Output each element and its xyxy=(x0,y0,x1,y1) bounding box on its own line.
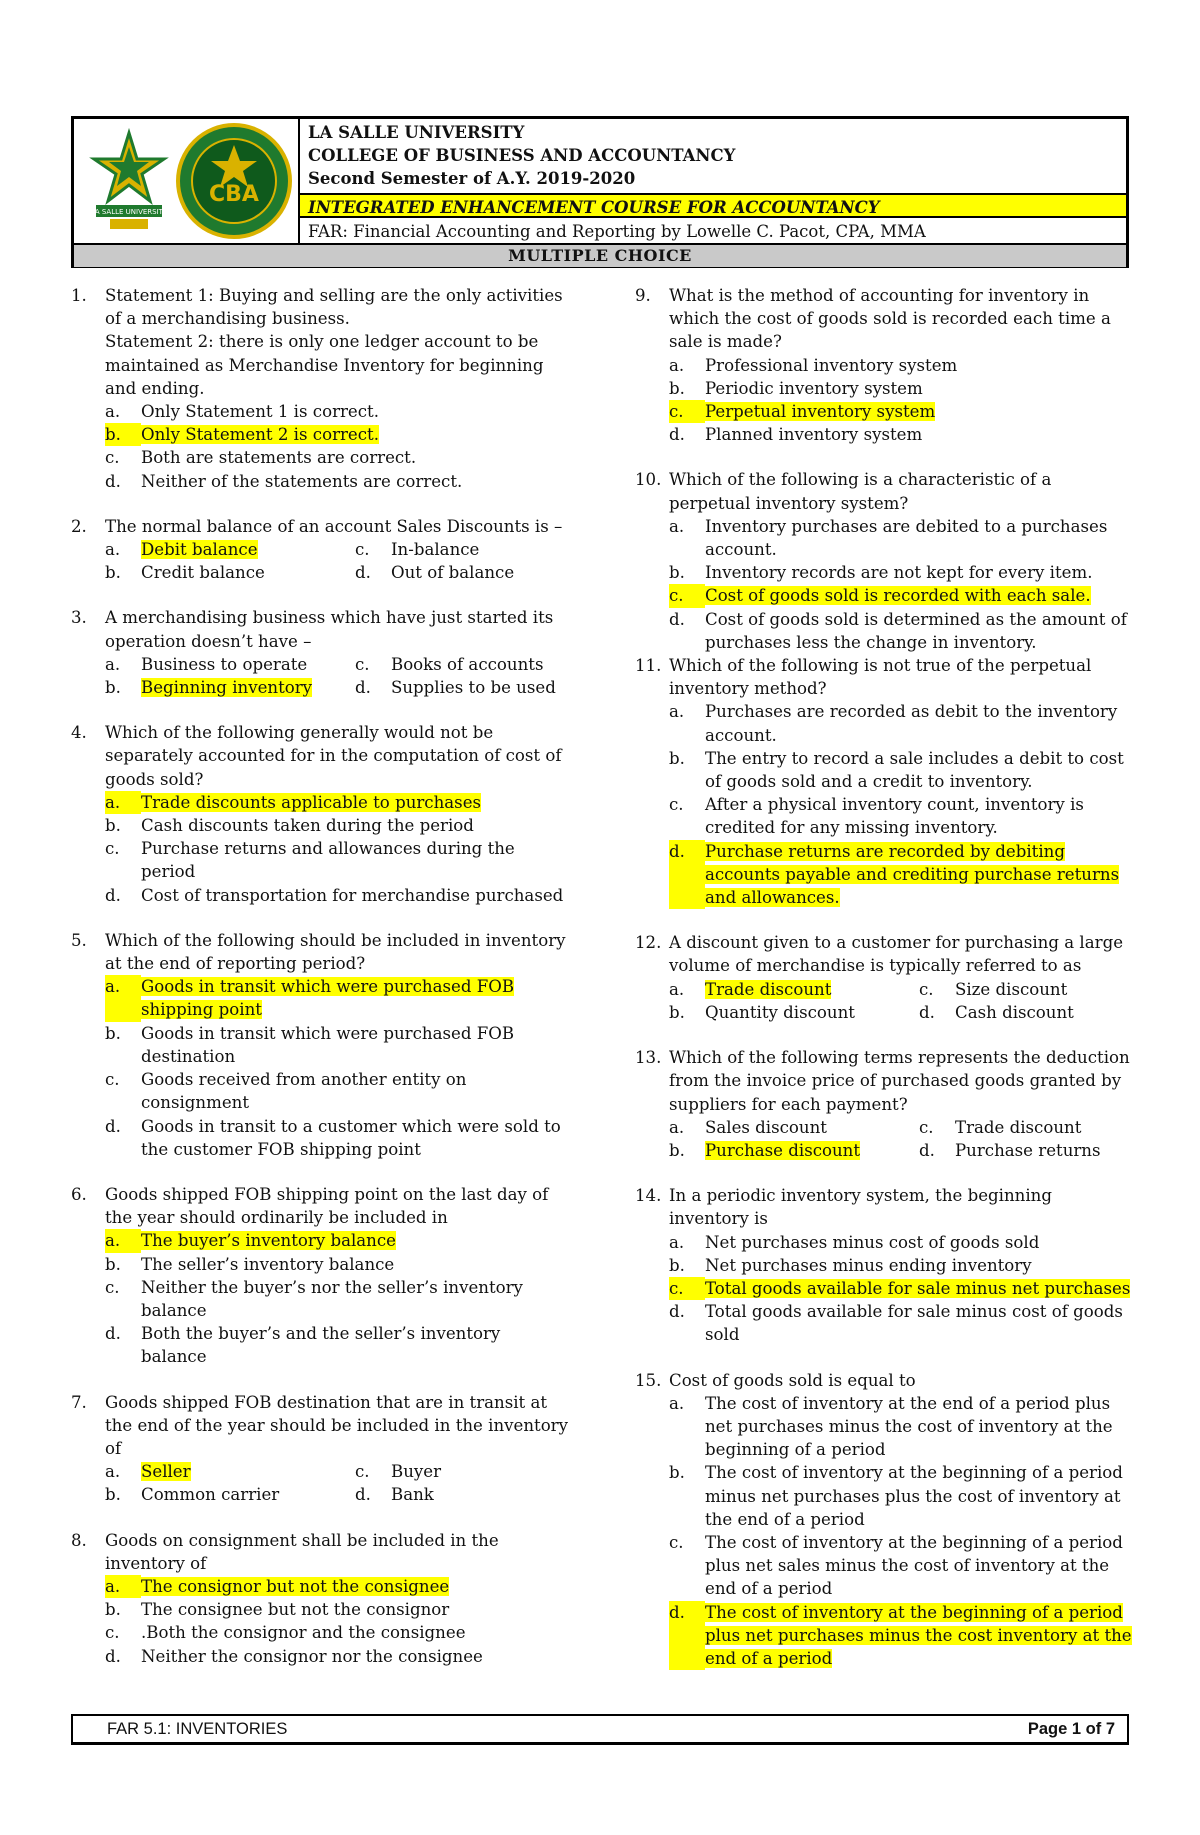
option: d. Both the buyer’s and the seller’s inventory balance xyxy=(105,1324,501,1367)
option: d. Supplies to be used xyxy=(355,678,556,698)
option: d. Total goods available for sale minus cost of goods sold xyxy=(669,1302,1123,1345)
option: c. Buyer xyxy=(355,1462,442,1482)
option-correct: c. Cost of goods sold is recorded with each sale. xyxy=(635,584,1135,607)
logo-area xyxy=(74,119,300,243)
option-correct: a. Trade discounts applicable to purchases xyxy=(71,791,571,814)
left-column xyxy=(71,284,571,1690)
option-correct: a. The consignor but not the consignee xyxy=(71,1575,571,1598)
option: c. .Both the consignor and the consignee xyxy=(105,1623,466,1643)
option: b. Credit balance xyxy=(105,563,265,583)
college-name: COLLEGE OF BUSINESS AND ACCOUNTANCY xyxy=(308,146,736,165)
question-14: 14. In a periodic inventory system, the beginning inventory is a. Net purchases minus cost of goods sold b. Net purchases minus ending inventory c. Total goods available for sale minus net purchases d. Total goods available for sale minus cost of goods sold xyxy=(635,1184,1135,1346)
question-11: 11. Which of the following is not true of the perpetual inventory method? a. Purchases are recorded as debit to the inventory account. b. The entry to record a sale includes a debit to cost of goods sold and a credit to inventory. c. After a physical inventory count, inventory is credited for any missing inventory. d. Purchase returns are recorded by debiting accounts payable and crediting purchase returns and allowances. xyxy=(635,654,1135,909)
footer-title: FAR 5.1: INVENTORIES xyxy=(107,1720,288,1738)
page-number: Page 1 of 7 xyxy=(1027,1720,1115,1738)
option: b. Periodic inventory system xyxy=(669,378,923,398)
option: b. Cash discounts taken during the period xyxy=(105,816,474,836)
option: d. Planned inventory system xyxy=(669,425,923,445)
option-correct: c. Total goods available for sale minus net purchases xyxy=(635,1277,1135,1300)
option: d. Cost of goods sold is determined as the amount of purchases less the change in inventory. xyxy=(669,609,1127,652)
option: d. Goods in transit to a customer which were sold to the customer FOB shipping point xyxy=(105,1116,561,1159)
subject-title: FAR: Financial Accounting and Reporting by Lowelle C. Pacot, CPA, MMA xyxy=(308,222,926,241)
course-title: INTEGRATED ENHANCEMENT COURSE FOR ACCOUNTANCY xyxy=(300,193,1126,218)
semester: Second Semester of A.Y. 2019-2020 xyxy=(308,169,636,188)
option: c. Trade discount xyxy=(919,1117,1082,1137)
option: c. After a physical inventory count, inventory is credited for any missing inventory. xyxy=(669,795,1084,838)
cba-seal-icon xyxy=(178,125,290,237)
option: c. Neither the buyer’s nor the seller’s inventory balance xyxy=(105,1277,523,1320)
option-correct: a. Debit balance xyxy=(105,540,258,560)
question-7: 7. Goods shipped FOB destination that are in transit at the end of the year should be included in the inventory of a. Seller c. Buyer b. Common carrier d. Bank xyxy=(71,1391,571,1507)
question-3: 3. A merchandising business which have just started its operation doesn’t have – a. Business to operate c. Books of accounts b. Beginning inventory d. Supplies to be used xyxy=(71,606,571,699)
option: a. Purchases are recorded as debit to the inventory account. xyxy=(669,702,1118,745)
section-title: MULTIPLE CHOICE xyxy=(74,243,1126,267)
question-15: 15. Cost of goods sold is equal to a. The cost of inventory at the end of a period plus net purchases minus the cost of inventory at the beginning of a period b. The cost of inventory at the beginning of a period minus net purchases plus the cost of inventory at the end of a period c. The cost of inventory at the beginning of a period plus net sales minus the cost of inventory at the end of a period d. The cost of inventory at the beginning of a period plus net purchases minus the cost inventory at the end of a period xyxy=(635,1369,1135,1671)
option: b. Common carrier xyxy=(105,1485,280,1505)
option-correct: b. Only Statement 2 is correct. xyxy=(71,423,571,446)
logos xyxy=(74,119,298,241)
option-correct: c. Perpetual inventory system xyxy=(635,400,1135,423)
option: a. Only Statement 1 is correct. xyxy=(105,402,379,422)
right-column xyxy=(635,284,1135,1692)
option: a. Inventory purchases are debited to a purchases account. xyxy=(669,516,1108,560)
option: b. The cost of inventory at the beginning of a period minus net purchases plus the cost of inventory at the end of a period xyxy=(669,1463,1123,1529)
option: b. The consignee but not the consignor xyxy=(105,1600,450,1620)
lsu-logo-icon xyxy=(84,127,174,233)
footer-rule xyxy=(71,1742,1129,1745)
option: c. Goods received from another entity on consignment xyxy=(105,1070,467,1113)
option: b. The entry to record a sale includes a debit to cost of goods sold and a credit to inventory. xyxy=(669,748,1124,792)
svg-text:LA SALLE UNIVERSITY: LA SALLE UNIVERSITY xyxy=(90,208,168,216)
svg-text:CBA: CBA xyxy=(209,182,259,207)
option: c. Size discount xyxy=(919,979,1068,999)
question-12: 12. A discount given to a customer for purchasing a large volume of merchandise is typically referred to as a. Trade discount c. Size discount b. Quantity discount d. Cash discount xyxy=(635,931,1135,1024)
option-correct: a. Seller xyxy=(105,1462,191,1482)
option: a. The cost of inventory at the end of a period plus net purchases minus the cost of inventory at the beginning of a period xyxy=(669,1393,1113,1460)
question-4: 4. Which of the following generally would not be separately accounted for in the computation of cost of goods sold? a. Trade discounts applicable to purchases b. Cash discounts taken during the period c. Purchase returns and allowances during the period d. Cost of transportation for merchandise purchased xyxy=(71,721,571,907)
page-footer xyxy=(71,1714,1129,1744)
option: a. Sales discount xyxy=(669,1117,827,1137)
option: a. Professional inventory system xyxy=(669,355,958,375)
option: c. Purchase returns and allowances during the period xyxy=(105,839,515,882)
question-9: 9. What is the method of accounting for inventory in which the cost of goods sold is recorded each time a sale is made? a. Professional inventory system b. Periodic inventory system c. Perpetual inventory system d. Planned inventory system xyxy=(635,284,1135,446)
question-10: 10. Which of the following is a characteristic of a perpetual inventory system? a. Inventory purchases are debited to a purchases account. b. Inventory records are not kept for every item. c. Cost of goods sold is recorded with each sale. d. Cost of goods sold is determined as the amount of purchases less the change in inventory. xyxy=(635,468,1135,654)
option-correct: a. Goods in transit which were purchased FOB shipping point xyxy=(71,975,571,1021)
question-1: 1. Statement 1: Buying and selling are the only activities of a merchandising business. Statement 2: there is only one ledger account to be maintained as Merchandise Inventory for beginning and ending. a. Only Statement 1 is correct. b. Only Statement 2 is correct. c. Both are statements are correct. d. Neither of the statements are correct. xyxy=(71,284,571,493)
option: d. Bank xyxy=(355,1485,434,1505)
option-correct: d. Purchase returns are recorded by debiting accounts payable and crediting purchase returns and allowances. xyxy=(635,840,1135,910)
option: a. Business to operate xyxy=(105,654,308,674)
option: d. Cash discount xyxy=(919,1002,1074,1022)
option: b. Net purchases minus ending inventory xyxy=(669,1255,1032,1275)
document-header xyxy=(71,116,1129,268)
option-correct: d. The cost of inventory at the beginning of a period plus net purchases minus the cost inventory at the end of a period xyxy=(635,1601,1135,1671)
question-5: 5. Which of the following should be included in inventory at the end of reporting period? a. Goods in transit which were purchased FOB shipping point b. Goods in transit which were purchased FOB destination c. Goods received from another entity on consignment d. Goods in transit to a customer which were sold to the customer FOB shipping point xyxy=(71,929,571,1161)
option: d. Purchase returns xyxy=(919,1140,1101,1160)
option: c. Both are statements are correct. xyxy=(105,448,417,468)
option: c. In-balance xyxy=(355,540,480,560)
option: d. Out of balance xyxy=(355,563,515,583)
option: c. The cost of inventory at the beginning of a period plus net sales minus the cost of inventory at the end of a period xyxy=(669,1532,1123,1599)
option-correct: a. Trade discount xyxy=(669,979,832,999)
option-correct: a. The buyer’s inventory balance xyxy=(71,1229,571,1252)
question-2: 2. The normal balance of an account Sales Discounts is – a. Debit balance c. In-balance b. Credit balance d. Out of balance xyxy=(71,515,571,585)
option: b. Quantity discount xyxy=(669,1002,855,1022)
option: d. Neither the consignor nor the consignee xyxy=(105,1646,483,1666)
option: b. Goods in transit which were purchased FOB destination xyxy=(105,1023,515,1066)
option: a. Net purchases minus cost of goods sold xyxy=(669,1232,1040,1252)
option-correct: b. Beginning inventory xyxy=(105,678,313,698)
university-name: LA SALLE UNIVERSITY xyxy=(308,123,525,142)
option-correct: b. Purchase discount xyxy=(669,1140,861,1160)
option: d. Neither of the statements are correct. xyxy=(105,471,463,491)
option: c. Books of accounts xyxy=(355,654,544,674)
option: d. Cost of transportation for merchandise purchased xyxy=(105,885,564,905)
option: b. The seller’s inventory balance xyxy=(105,1254,395,1274)
question-6: 6. Goods shipped FOB shipping point on the last day of the year should ordinarily be included in a. The buyer’s inventory balance b. The seller’s inventory balance c. Neither the buyer’s nor the seller’s inventory balance d. Both the buyer’s and the seller’s inventory balance xyxy=(71,1183,571,1369)
question-13: 13. Which of the following terms represents the deduction from the invoice price of purchased goods granted by suppliers for each payment? a. Sales discount c. Trade discount b. Purchase discount d. Purchase returns xyxy=(635,1046,1135,1162)
option: b. Inventory records are not kept for every item. xyxy=(669,563,1093,583)
question-8: 8. Goods on consignment shall be included in the inventory of a. The consignor but not the consignee b. The consignee but not the consignor c. .Both the consignor and the consignee d. Neither the consignor nor the consignee xyxy=(71,1529,571,1668)
